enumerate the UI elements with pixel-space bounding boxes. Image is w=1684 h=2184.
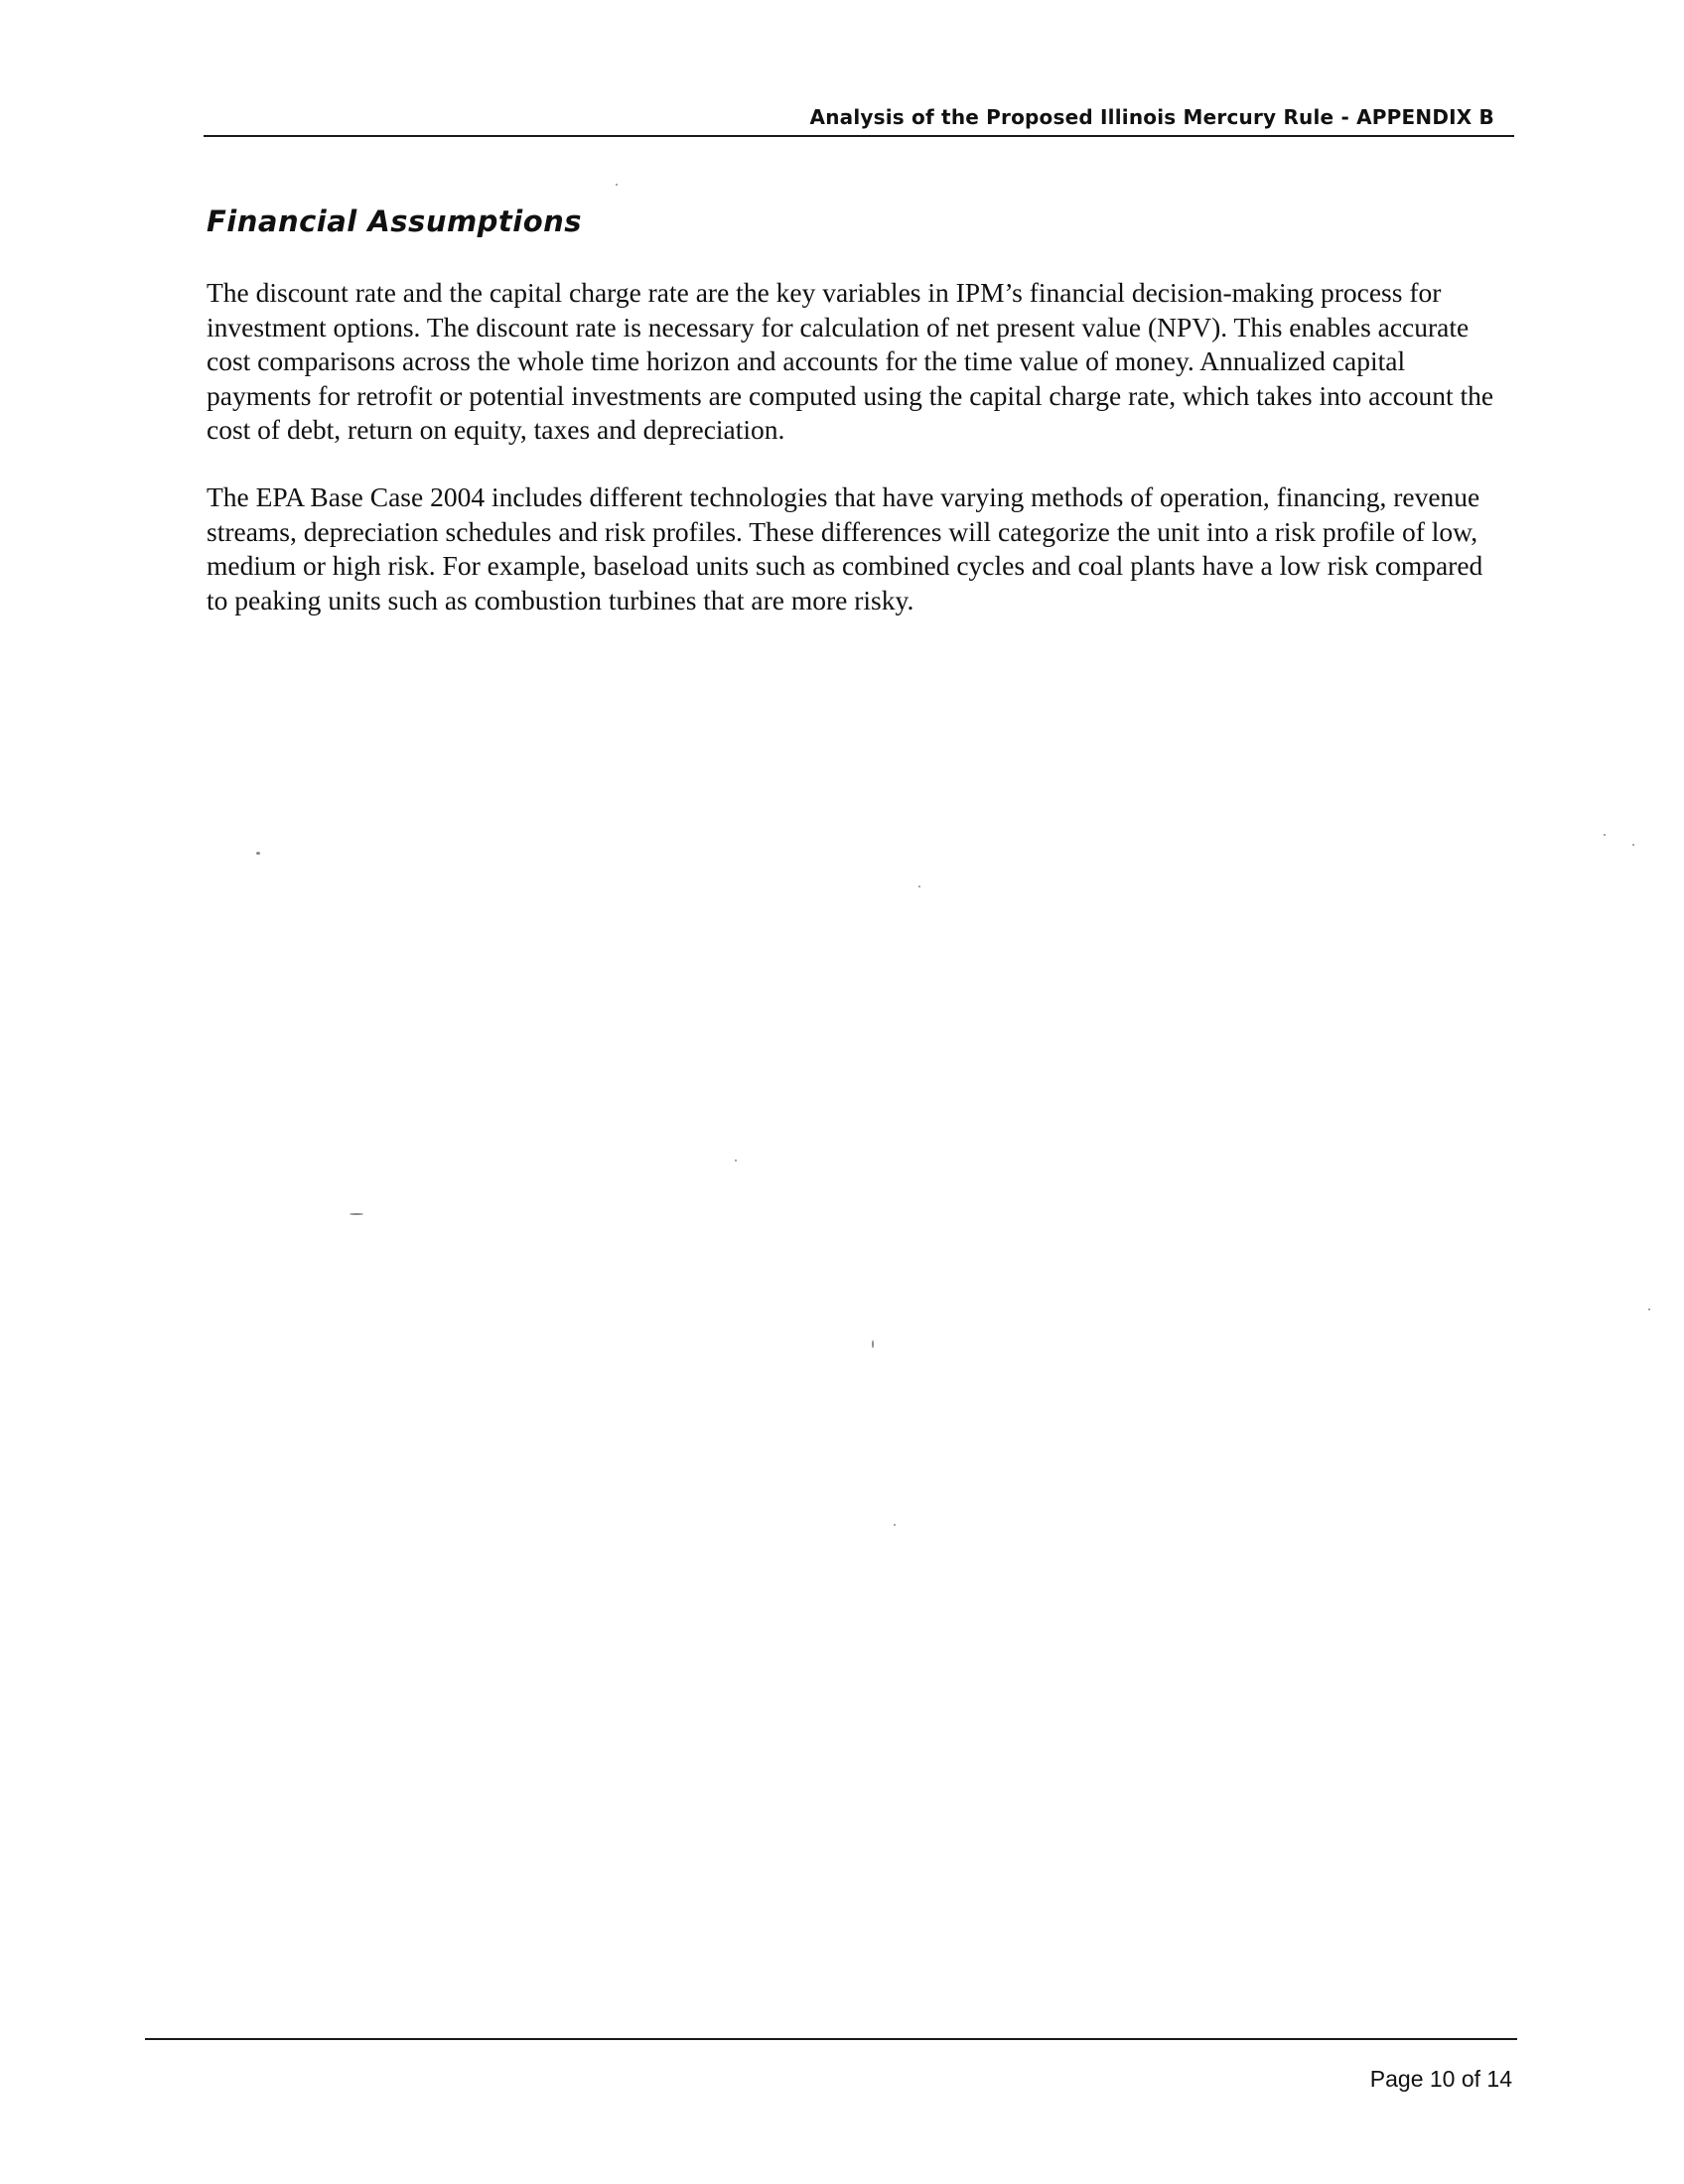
footer-rule — [145, 2038, 1517, 2040]
scan-speck — [350, 1213, 363, 1215]
section-heading: Financial Assumptions — [207, 205, 583, 238]
running-header-title: Analysis of the Proposed Illinois Mercury Rule - APPENDIX B — [809, 105, 1494, 129]
scan-speck — [894, 1524, 896, 1526]
scan-speck — [735, 1160, 737, 1161]
scan-speck — [872, 1340, 874, 1348]
scan-speck — [1648, 1308, 1650, 1310]
running-header — [204, 103, 1514, 137]
scan-speck — [1632, 844, 1634, 846]
scan-speck — [1604, 834, 1606, 836]
paragraph-risk-profiles: The EPA Base Case 2004 includes different technologies that have varying methods of operation, financing, revenue streams, depreciation schedules and risk profiles. These differences will categorize the unit into a risk profile of low, medium or high risk. For example, baseload units such as combined cycles and coal plants have a low risk compared to peaking units such as combustion turbines that are more risky. — [207, 481, 1483, 615]
paragraph-financial-rates: The discount rate and the capital charge rate are the key variables in IPM’s financial decision-making process for investment options. The discount rate is necessary for calculation of net present value (NPV). This enables accurate cost comparisons across the whole time horizon and accounts for the time value of money. Annualized capital payments for retrofit or potential investments are computed using the capital charge rate, which takes into account the cost of debt, return on equity, taxes and depreciation. — [207, 277, 1494, 445]
scan-speck — [616, 184, 618, 186]
scan-speck — [256, 852, 260, 855]
page-number: Page 10 of 14 — [1369, 2066, 1512, 2092]
scan-speck — [918, 886, 920, 887]
